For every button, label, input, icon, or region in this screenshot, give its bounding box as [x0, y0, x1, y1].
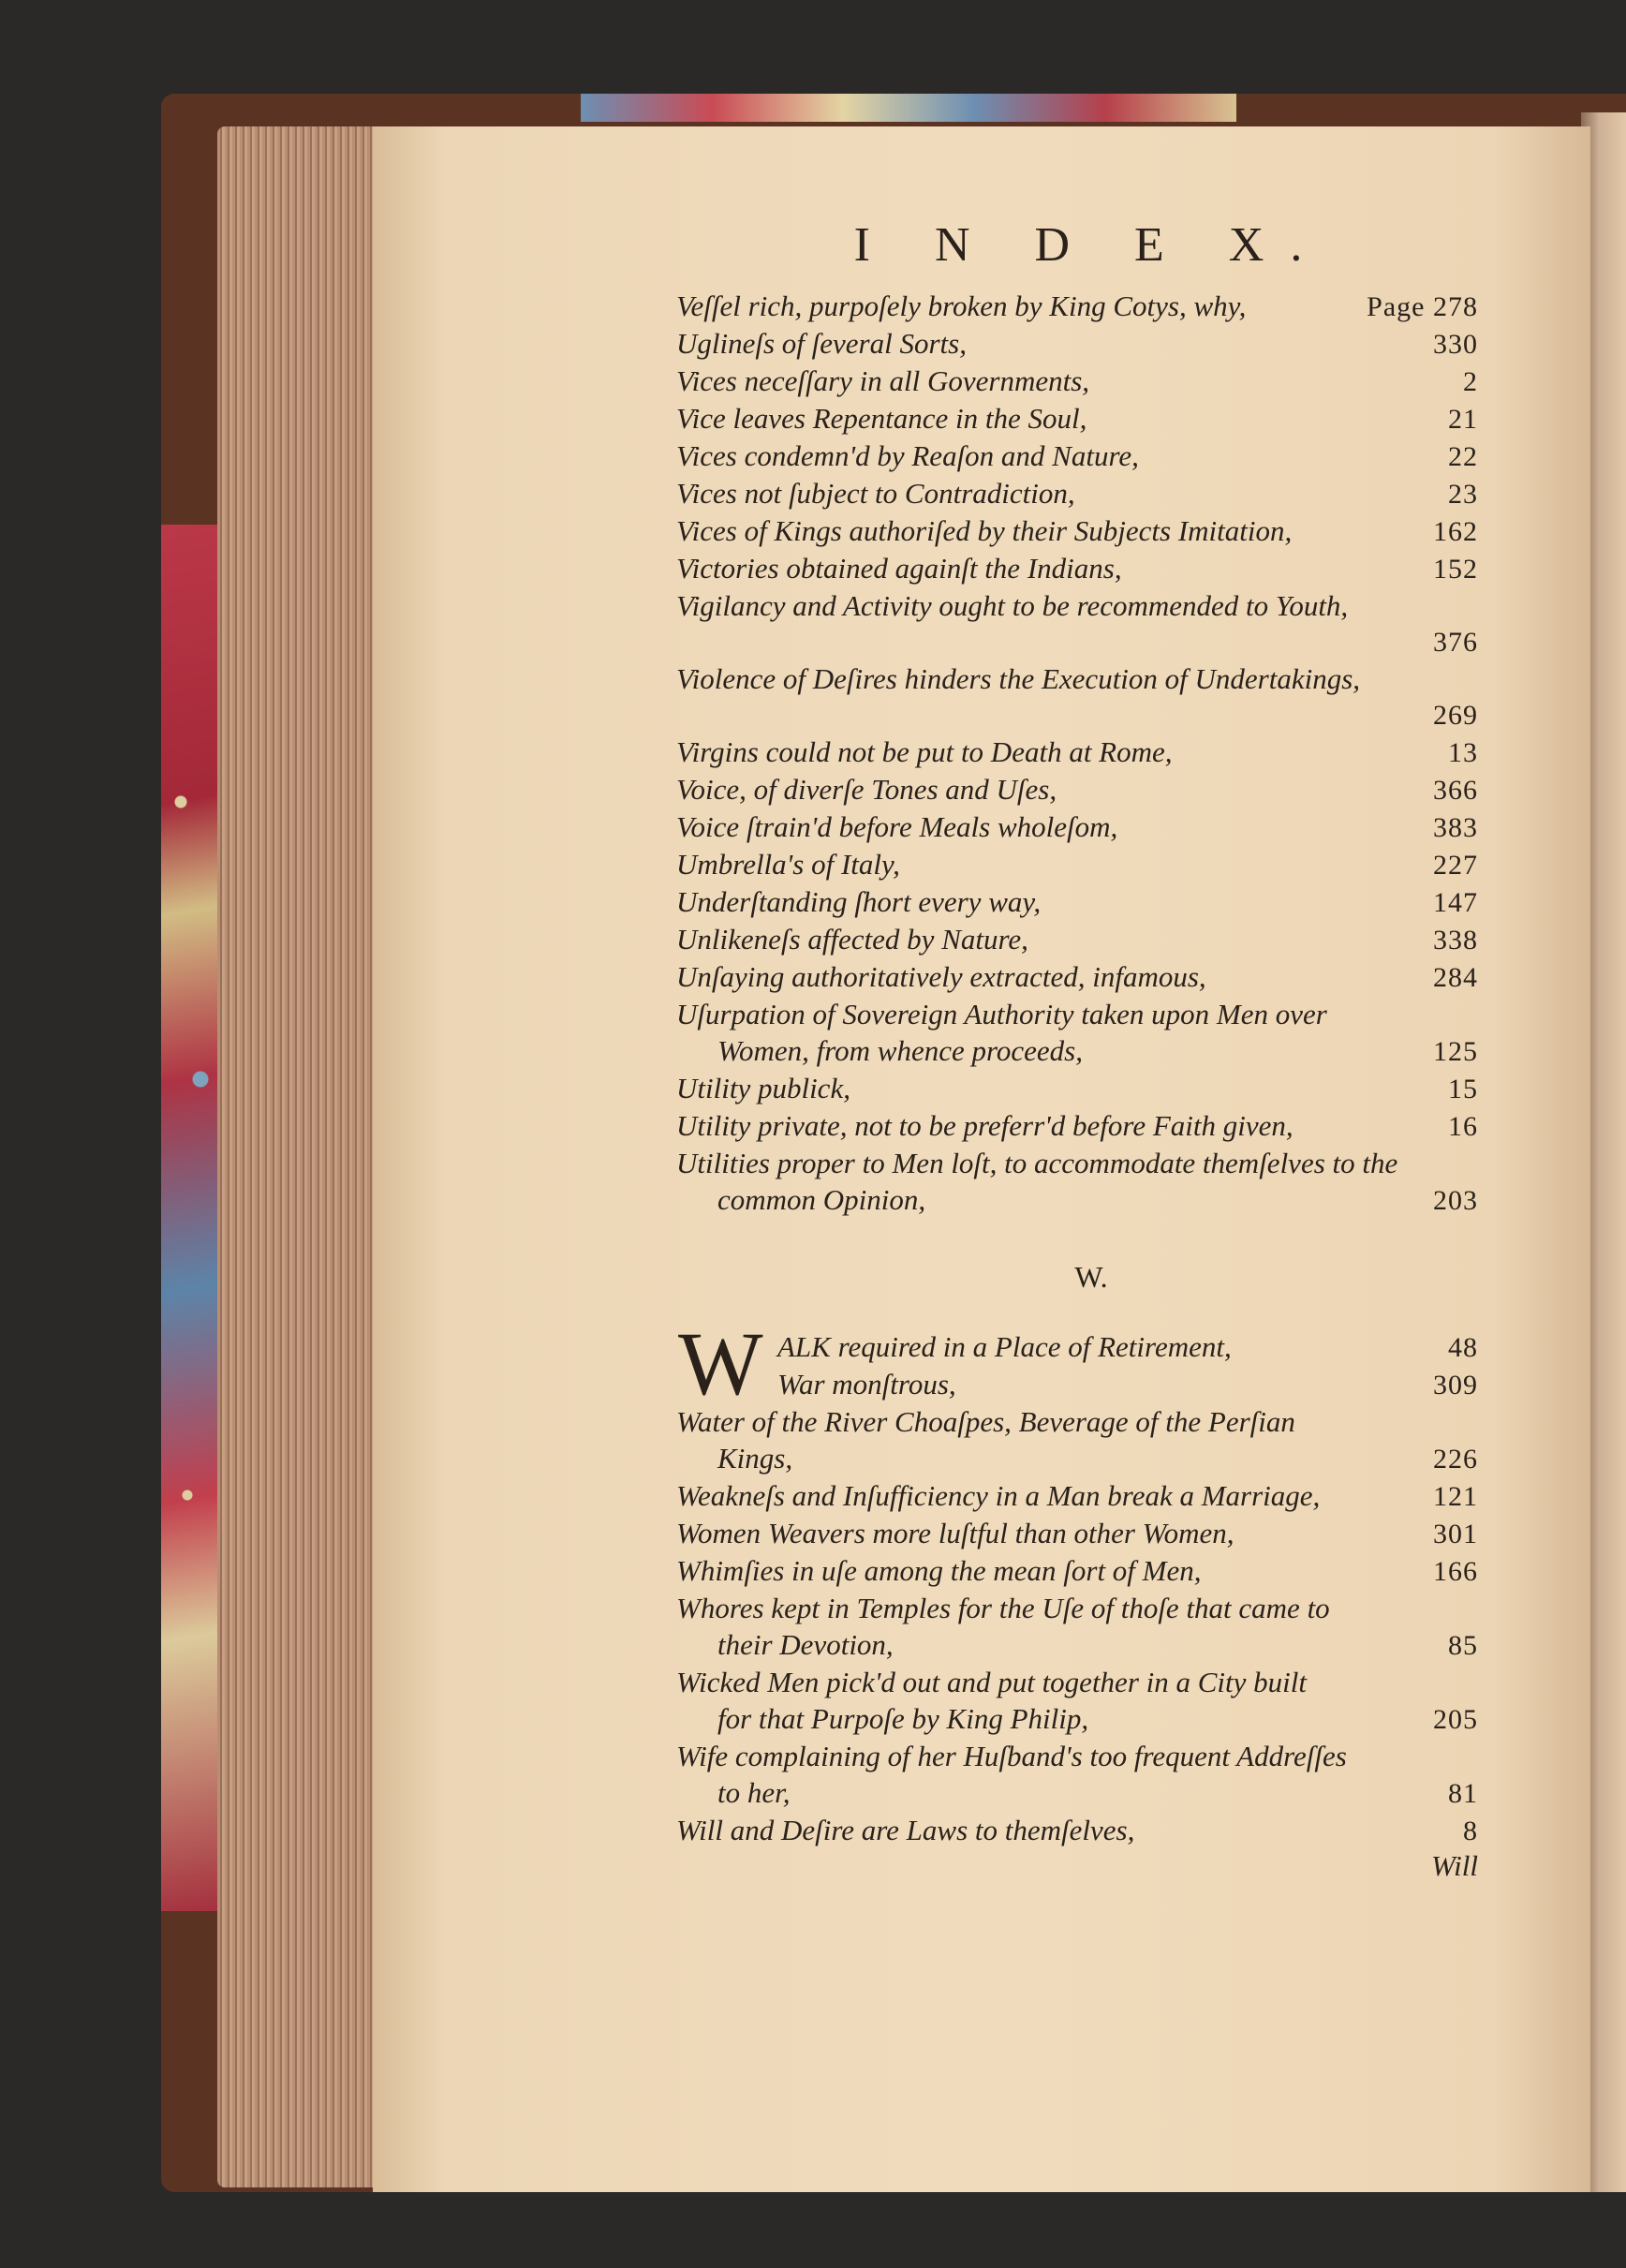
- entry-page-number: 15: [1448, 1074, 1478, 1104]
- entry-page-number: 81: [1448, 1778, 1478, 1809]
- entry-text: ALK required in a Place of Retirement,: [777, 1330, 1232, 1363]
- entry-text: Voice ſtrain'd before Meals wholeſom,: [676, 810, 1118, 843]
- index-entry: [676, 1328, 1478, 1366]
- index-entry: [676, 660, 1478, 697]
- entry-page-number: Page 278: [1367, 291, 1478, 322]
- entry-page-number: 205: [1433, 1704, 1478, 1735]
- entry-text: Whimſies in uſe among the mean ſort of Men,: [676, 1554, 1202, 1587]
- index-entry: [676, 921, 1478, 958]
- entry-text: Vice leaves Repentance in the Soul,: [676, 402, 1087, 435]
- entry-text: common Opinion,: [717, 1183, 926, 1216]
- index-entry: [676, 1774, 1478, 1812]
- index-entry: [676, 996, 1478, 1032]
- entry-text: Uglineſs of ſeveral Sorts,: [676, 327, 967, 360]
- index-entry: [676, 624, 1478, 660]
- index-entry: [676, 1145, 1478, 1181]
- index-entry: [676, 288, 1478, 325]
- entry-page-number: 383: [1433, 812, 1478, 843]
- entry-text: Weakneſs and Inſufficiency in a Man break a Marriage,: [676, 1479, 1321, 1512]
- entry-text: Voice, of diverſe Tones and Uſes,: [676, 773, 1057, 806]
- index-entry: [676, 1181, 1478, 1219]
- entry-page-number: 2: [1463, 366, 1478, 397]
- index-entry: [676, 734, 1478, 771]
- index-entry: [676, 1107, 1478, 1145]
- index-entry: [676, 771, 1478, 808]
- entry-page-number: 21: [1448, 404, 1478, 435]
- index-content: [676, 217, 1478, 1883]
- entry-text: to her,: [717, 1776, 791, 1809]
- index-entry: [676, 1032, 1478, 1070]
- drop-cap: W: [678, 1313, 763, 1414]
- entry-text: for that Purpoſe by King Philip,: [717, 1702, 1089, 1735]
- entry-text: Will and Deſire are Laws to themſelves,: [676, 1814, 1135, 1846]
- entry-page-number: 162: [1433, 516, 1478, 547]
- marbled-endpaper: [581, 94, 1236, 122]
- index-entry: [676, 512, 1478, 550]
- index-entry: [676, 1403, 1478, 1440]
- index-entry: [676, 697, 1478, 734]
- v-entries-list: [676, 288, 1478, 1219]
- entry-text: Women Weavers more luſtful than other Women,: [676, 1517, 1234, 1549]
- entry-text: Unſaying authoritatively extracted, infamous,: [676, 960, 1206, 993]
- entry-text: Vigilancy and Activity ought to be recommended to Youth,: [676, 589, 1349, 622]
- entry-page-number: 227: [1433, 850, 1478, 881]
- page-edges: [217, 126, 377, 2187]
- entry-page-number: 284: [1433, 962, 1478, 993]
- entry-page-number: 301: [1433, 1519, 1478, 1549]
- entry-text: Vices of Kings authoriſed by their Subjects Imitation,: [676, 514, 1293, 547]
- entry-text: their Devotion,: [717, 1628, 894, 1661]
- entry-page-number: 147: [1433, 887, 1478, 918]
- index-entry: [676, 587, 1478, 624]
- entry-page-number: 226: [1433, 1444, 1478, 1475]
- entry-page-number: 121: [1433, 1481, 1478, 1512]
- w-first-entry: [676, 1313, 1478, 1414]
- index-entry: [676, 846, 1478, 883]
- index-entry: [676, 958, 1478, 996]
- entry-page-number: 376: [1433, 627, 1478, 658]
- entry-page-number: 22: [1448, 441, 1478, 472]
- entry-page-number: 125: [1433, 1036, 1478, 1067]
- index-entry: [676, 475, 1478, 512]
- index-entry: [676, 325, 1478, 363]
- entry-page-number: 269: [1433, 700, 1478, 731]
- index-entry: [676, 437, 1478, 475]
- entry-page-number: 16: [1448, 1111, 1478, 1142]
- index-entry: [676, 1515, 1478, 1552]
- entry-page-number: 48: [1448, 1332, 1478, 1363]
- index-entry: [676, 1812, 1478, 1849]
- catchword: Will: [1431, 1849, 1478, 1882]
- entry-page-number: 23: [1448, 479, 1478, 510]
- entry-text: Umbrella's of Italy,: [676, 848, 900, 881]
- entry-text: Utilities proper to Men loſt, to accommodate themſelves to the: [676, 1147, 1398, 1179]
- entry-page-number: 13: [1448, 737, 1478, 768]
- index-entry: [676, 363, 1478, 400]
- entry-text: Virgins could not be put to Death at Rome,: [676, 735, 1173, 768]
- index-entry: [676, 883, 1478, 921]
- entry-text: Utility publick,: [676, 1072, 850, 1104]
- entry-page-number: 338: [1433, 925, 1478, 956]
- w-entries-list: [676, 1403, 1478, 1849]
- index-entry: [676, 1626, 1478, 1664]
- entry-text: Victories obtained againſt the Indians,: [676, 552, 1122, 585]
- index-entry: [676, 1070, 1478, 1107]
- entry-text: Veſſel rich, purpoſely broken by King Cotys, why,: [676, 289, 1247, 322]
- entry-text: Wicked Men pick'd out and put together in a City built: [676, 1666, 1307, 1698]
- page-heading: I N D E X.: [853, 218, 1329, 272]
- index-entry: [676, 1700, 1478, 1738]
- index-entry: [676, 1440, 1478, 1477]
- index-entry: [676, 1366, 1478, 1403]
- index-entry: [676, 1477, 1478, 1515]
- index-entry: [676, 1664, 1478, 1700]
- entry-page-number: 166: [1433, 1556, 1478, 1587]
- entry-page-number: 309: [1433, 1370, 1478, 1401]
- index-entry: [676, 1552, 1478, 1590]
- entry-text: Whores kept in Temples for the Uſe of thoſe that came to: [676, 1592, 1330, 1624]
- entry-page-number: 203: [1433, 1185, 1478, 1216]
- entry-text: Violence of Deſires hinders the Execution of Undertakings,: [676, 662, 1361, 695]
- entry-text: Vices not ſubject to Contradiction,: [676, 477, 1075, 510]
- entry-text: War monſtrous,: [777, 1368, 956, 1401]
- entry-text: Underſtanding ſhort every way,: [676, 885, 1042, 918]
- section-letter: W.: [1074, 1260, 1108, 1294]
- entry-text: Vices condemn'd by Reaſon and Nature,: [676, 439, 1139, 472]
- entry-text: Utility private, not to be preferr'd before Faith given,: [676, 1109, 1293, 1142]
- entry-text: Wife complaining of her Huſband's too frequent Addreſſes: [676, 1740, 1347, 1772]
- index-entry: [676, 550, 1478, 587]
- entry-text: Unlikeneſs affected by Nature,: [676, 923, 1028, 956]
- entry-text: Kings,: [717, 1442, 793, 1475]
- entry-page-number: 366: [1433, 775, 1478, 806]
- entry-text: Women, from whence proceeds,: [717, 1034, 1083, 1067]
- index-entry: [676, 1738, 1478, 1774]
- entry-page-number: 8: [1463, 1816, 1478, 1846]
- entry-text: Uſurpation of Sovereign Authority taken upon Men over: [676, 998, 1327, 1030]
- entry-page-number: 152: [1433, 554, 1478, 585]
- entry-page-number: 330: [1433, 329, 1478, 360]
- index-entry: [676, 400, 1478, 437]
- entry-text: Water of the River Choaſpes, Beverage of the Perſian: [676, 1405, 1295, 1438]
- index-entry: [676, 808, 1478, 846]
- entry-page-number: 85: [1448, 1630, 1478, 1661]
- index-entry: [676, 1590, 1478, 1626]
- entry-text: Vices neceſſary in all Governments,: [676, 364, 1090, 397]
